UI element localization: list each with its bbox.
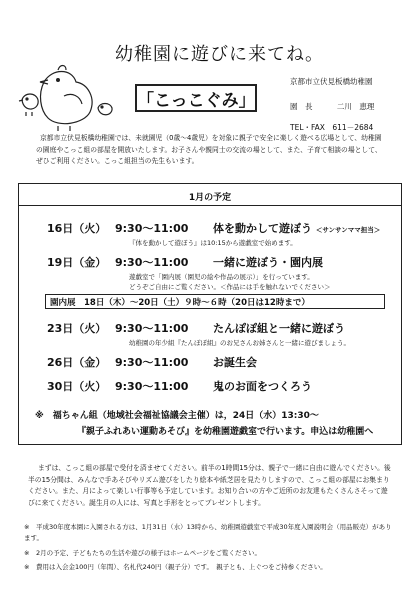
schedule-event: 一緒に遊ぼう・園内展 (213, 256, 323, 269)
schedule-date: 30日（火） (47, 380, 107, 393)
schedule-date: 26日（金） (47, 356, 107, 369)
exhibit-text: 園内展 18日（木）～20日（土）９時～６時（20日は12時まで） (50, 297, 310, 308)
footnote: ※ 2月の予定、子どもたちの生活や遊びの様子はホームページをご覧ください。 (24, 549, 261, 557)
schedule-time: 9:30～11:00 (115, 356, 189, 369)
schedule-box (18, 183, 402, 445)
organization-name: 京都市立伏見板橋幼稚園 (290, 77, 373, 86)
contact-phone: TEL・FAX 611－2684 (290, 123, 374, 132)
schedule-event: 体を動かして遊ぼう (213, 222, 312, 235)
schedule-date: 23日（火） (47, 322, 107, 335)
schedule-date: 19日（金） (47, 256, 107, 269)
schedule-time: 9:30～11:00 (115, 256, 189, 269)
schedule-note: どうぞご自由にご覧ください。＜作品には手を触れないでください＞ (129, 283, 331, 291)
program-name-box (135, 84, 257, 112)
body-text: まずは、こっこ組の部屋で受付を済ませてください。前半の1時間15分は、親子で一緒に自由に遊んでください。後半の15分間は、みんなで手あそびやリズム遊びをしたり絵本や紙芝居を見たりしますので、こっこ組の部屋にお集まりください。また、月によって楽しい行事等も予定しています。お知り合いの方やご近所のお友達もたくさんさそって遊びに来てください。誕生月の人には、写真と手形をとってプレゼントします。 (28, 464, 391, 507)
fukuchan-notice-detail: 『親子ふれあい運動あそび』を幼稚園遊戯室で行います。申込は幼稚園へ (77, 427, 374, 437)
schedule-time: 9:30～11:00 (115, 222, 189, 235)
schedule-sub: ＜サンサンママ担当＞ (315, 226, 381, 234)
schedule-event: お誕生会 (213, 356, 257, 369)
schedule-note: 遊戯室で「園内展（園児の絵や作品の展示）」を行っています。 (129, 273, 314, 281)
program-name: 「こっこぐみ」 (137, 90, 256, 111)
footnote: ※ 費用は入会金100円（年間）、名札代240円（親子分）です。 親子とも、上ぐつをご持参ください。 (24, 563, 327, 571)
schedule-event: 鬼のお面をつくろう (213, 380, 312, 393)
schedule-time: 9:30～11:00 (115, 380, 189, 393)
director-label: 園 長 (290, 102, 313, 111)
schedule-note: 『体を動かして遊ぼう』は10:15から遊戯室で始めます。 (129, 239, 297, 247)
page-title: 幼稚園に遊びに来てね。 (115, 44, 324, 65)
intro-text: 京都市立伏見板橋幼稚園では、未就園児（0歳～4歳児）を対象に親子で安全に楽しく遊べる広場として、幼稚園の園庭やこっこ組の部屋を開放いたします。お子さんや親同士の交流の場として、また、子育て相談の場として、ぜひご利用ください。こっこ組担当の先生もいます。 (36, 134, 382, 166)
schedule-row (47, 320, 345, 336)
schedule-row (47, 220, 380, 236)
director-name: 二川 恵理 (336, 102, 375, 111)
schedule-time: 9:30～11:00 (115, 322, 189, 335)
schedule-row (47, 378, 312, 394)
schedule-note: 幼稚園の年少組『たんぽぽ組』のお兄さんお姉さんと一緒に遊びましょう。 (129, 339, 350, 347)
footnote: ※ 平成30年度本園に入園される方は、1月31日（水）13時から、幼稚園遊戯室で平成30年度入園説明会（用品販売）があります。 (24, 523, 392, 542)
chicken-illustration (14, 62, 130, 132)
fukuchan-notice: ※ 福ちゃん組（地域社会福祉協議会主催）は，24日（水）13:30～ (35, 411, 319, 421)
schedule-event: たんぽぽ組と一緒に遊ぼう (213, 322, 345, 335)
schedule-divider (19, 205, 401, 206)
exhibit-box (45, 294, 385, 309)
director-line (290, 101, 410, 112)
schedule-title: 1月の予定 (188, 193, 232, 203)
schedule-row (47, 254, 323, 270)
schedule-row (47, 354, 257, 370)
schedule-date: 16日（火） (47, 222, 107, 235)
